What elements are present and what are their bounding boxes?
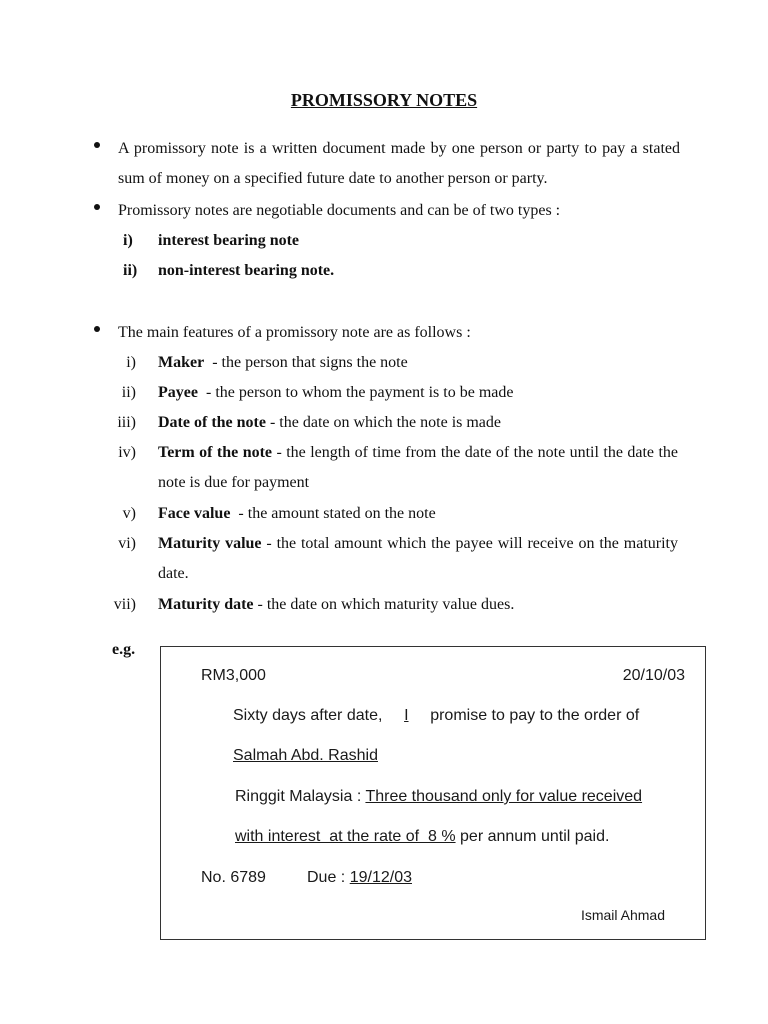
note-payee: Salmah Abd. Rashid xyxy=(233,747,378,764)
note-line-interest xyxy=(235,828,609,846)
note-text: Sixty days after date, xyxy=(233,707,383,724)
bullet-text: A promissory note is a written document made by one person or party to pay a stated sum of money on a specified future date to another person or party. xyxy=(118,140,680,187)
note-text: promise to pay to the order of xyxy=(430,707,640,724)
example-label: e.g. xyxy=(112,641,136,658)
note-interest-rate: with interest at the rate of 8 % xyxy=(235,828,456,845)
feature-desc: - the person that signs the note xyxy=(204,354,408,371)
feature-number: iii) xyxy=(117,414,136,431)
feature-number: ii) xyxy=(121,384,136,401)
type-number: i) xyxy=(123,232,133,249)
feature-term: Payee xyxy=(158,384,198,401)
feature-number: iv) xyxy=(118,444,136,461)
note-line-promise xyxy=(233,707,639,725)
feature-term: Face value xyxy=(158,505,231,522)
page-title: PROMISSORY NOTES xyxy=(290,90,478,110)
note-due-date: 19/12/03 xyxy=(349,869,412,886)
feature-desc: - the date on which maturity value dues. xyxy=(253,596,515,613)
type-number: ii) xyxy=(123,262,138,279)
note-amount: RM3,000 xyxy=(201,667,266,684)
type-label: interest bearing note xyxy=(158,232,300,249)
feature-desc: - the total amount which the payee will receive on the maturity date. xyxy=(158,535,678,582)
feature-term: Date of the note xyxy=(158,414,266,431)
feature-text xyxy=(158,590,678,620)
promissory-note-example xyxy=(160,646,706,940)
feature-term: Term of the note xyxy=(158,444,273,461)
feature-text xyxy=(158,408,678,438)
note-signature: Ismail Ahmad xyxy=(580,907,665,923)
bullet-icon xyxy=(94,204,100,210)
note-due-label: Due : xyxy=(307,869,346,886)
note-number: No. 6789 xyxy=(201,869,266,886)
feature-desc: - the person to whom the payment is to be made xyxy=(197,384,514,401)
type-label: non-interest bearing note. xyxy=(158,262,335,279)
note-line-amount xyxy=(235,788,642,806)
feature-number: vii) xyxy=(113,596,136,613)
feature-text xyxy=(158,499,678,529)
feature-term: Maturity date xyxy=(158,596,254,613)
note-text: per annum until paid. xyxy=(460,828,610,845)
feature-desc: - the length of time from the date of the note until the date the note is due for payment xyxy=(158,444,678,491)
feature-text xyxy=(158,378,678,408)
bullet-text: The main features of a promissory note are as follows : xyxy=(118,324,471,341)
bullet-text: Promissory notes are negotiable documents and can be of two types : xyxy=(118,202,561,219)
feature-number: v) xyxy=(122,505,136,522)
bullet-icon xyxy=(94,326,100,332)
note-text: Ringgit Malaysia : xyxy=(235,788,362,805)
feature-text xyxy=(158,529,678,589)
feature-number: vi) xyxy=(118,535,136,552)
feature-text xyxy=(158,438,678,498)
feature-desc: - the amount stated on the note xyxy=(230,505,436,522)
feature-number: i) xyxy=(126,354,136,371)
bullet-icon xyxy=(94,142,100,148)
feature-text xyxy=(158,348,678,378)
note-date: 20/10/03 xyxy=(622,667,685,684)
note-amount-words: Three thousand only for value received xyxy=(365,788,643,805)
feature-term: Maturity value xyxy=(158,535,262,552)
note-due xyxy=(307,869,412,887)
note-maker-blank: I xyxy=(404,707,409,724)
feature-term: Maker xyxy=(158,354,205,371)
feature-desc: - the date on which the note is made xyxy=(265,414,502,431)
